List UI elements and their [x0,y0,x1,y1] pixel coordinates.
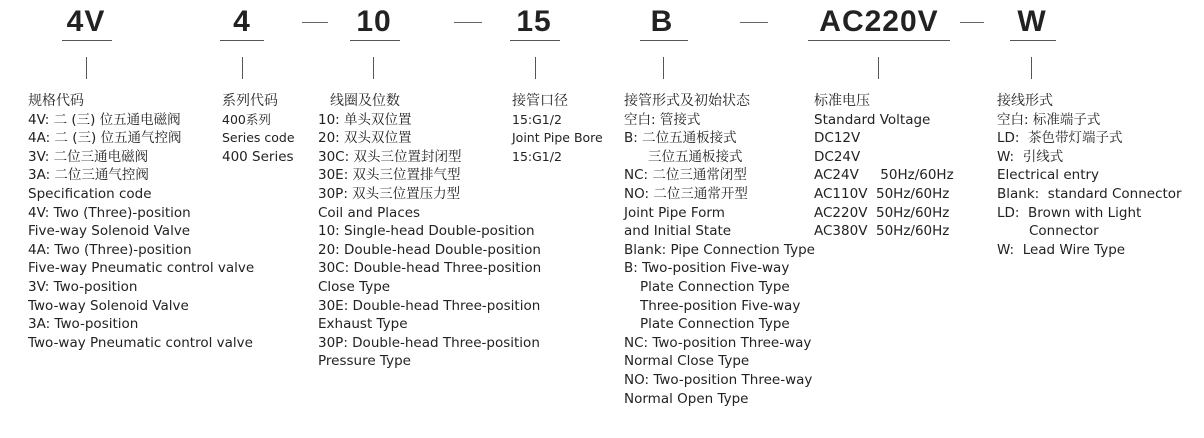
code-voltage: AC220V [819,5,939,38]
list-item: LD: 茶色带灯端子式 [997,130,1123,147]
list-item: Electrical entry [997,167,1100,184]
list-item: Close Type [318,278,391,295]
list-item: 30C: 双头三位置封闭型 [318,148,462,165]
list-item: LD: Brown with Light [997,204,1142,221]
list-item: NC: 二位三通常闭型 [624,167,747,184]
list-item: AC110V 50Hz/60Hz [814,185,950,202]
list-item: NC: Two-position Three-way [624,334,812,351]
dash-separator [960,22,984,23]
code-series-type: 4V [66,5,106,38]
dash-separator [302,22,328,23]
list-item: 15:G1/2 [512,111,562,127]
list-item: NO: 二位三通常开型 [624,185,748,202]
list-item: and Initial State [624,223,732,240]
underline [350,40,400,41]
list-item: Plate Connection Type [640,316,790,333]
list-item: AC24V 50Hz/60Hz [814,167,954,184]
list-item: 10: Single-head Double-position [318,223,535,240]
list-item: 4V: 二 (三) 位五通电磁阀 [28,111,181,128]
list-item: Normal Open Type [624,390,749,407]
list-item: Joint Pipe Bore [512,130,603,146]
list-item: Blank: standard Connector [997,185,1182,202]
list-item: 400 Series [222,148,294,165]
underline [640,40,688,41]
column-heading: 接管形式及初始状态 [624,93,750,109]
code-pipe-form: B [650,5,674,38]
connector-line [663,57,664,79]
list-item: 3A: Two-position [28,316,139,333]
list-item: 20: 双头双位置 [318,130,412,147]
list-item: 30P: 双头三位置压力型 [318,185,461,202]
underline [510,40,560,41]
coil-places-column [318,92,541,371]
column-heading: 接管口径 [512,93,568,109]
list-item: 4A: 二 (三) 位五通气控阀 [28,130,182,147]
list-item: 3A: 二位三通气控阀 [28,167,149,184]
list-item: 400系列 [222,111,271,127]
connector-line [242,57,243,79]
list-item: Two-way Solenoid Valve [28,297,189,314]
underline [62,40,112,41]
list-item: Plate Connection Type [640,278,790,295]
list-item: 15:G1/2 [512,148,562,164]
list-item: 三位五通板接式 [648,148,743,165]
list-item: Specification code [28,185,152,202]
list-item: 30E: 双头三位置排气型 [318,167,461,184]
voltage-column [814,92,954,241]
list-item: AC380V 50Hz/60Hz [814,223,950,240]
column-heading: 标准电压 [814,93,870,109]
list-item: 4V: Two (Three)-position [28,204,191,221]
list-item: Exhaust Type [318,316,408,333]
underline [808,40,950,41]
connector-line [1031,57,1032,79]
list-item: DC12V [814,130,861,147]
list-item: Normal Close Type [624,353,750,370]
connector-line [373,57,374,79]
list-item: B: 二位五通板接式 [624,130,737,147]
list-item: Connector [1029,223,1099,240]
list-item: 3V: Two-position [28,278,138,295]
list-item: Joint Pipe Form [624,204,725,221]
list-item: 4A: Two (Three)-position [28,241,192,258]
dash-separator [740,22,768,23]
series-code-column [222,92,295,166]
list-item: Series code [222,130,295,146]
list-item: 20: Double-head Double-position [318,241,541,258]
pipe-bore-column [512,92,603,166]
list-item: AC220V 50Hz/60Hz [814,204,950,221]
list-item: Five-way Pneumatic control valve [28,260,255,277]
list-item: B: Two-position Five-way [624,260,790,277]
code-wiring: W [1017,5,1047,38]
connector-line [878,57,879,79]
connector-line [535,57,536,79]
code-pipe: 15 [516,5,552,38]
list-item: 空白: 管接式 [624,111,701,128]
list-item: 30P: Double-head Three-position [318,334,540,351]
list-item: Two-way Pneumatic control valve [28,334,253,351]
wiring-column [997,92,1182,259]
list-item: Blank: Pipe Connection Type [624,241,815,258]
list-item: 空白: 标准端子式 [997,111,1101,128]
list-item: 30E: Double-head Three-position [318,297,541,314]
column-heading: 规格代码 [28,93,84,109]
code-series: 4 [233,5,251,38]
list-item: 3V: 二位三通电磁阀 [28,148,149,165]
column-heading: 接线形式 [997,93,1053,109]
list-item: W: 引线式 [997,148,1064,165]
pipe-form-column [624,92,815,408]
list-item: Pressure Type [318,353,411,370]
connector-line [86,57,87,79]
list-item: DC24V [814,148,861,165]
list-item: NO: Two-position Three-way [624,371,813,388]
list-item: Coil and Places [318,204,421,221]
column-heading: 系列代码 [222,93,278,109]
underline [220,40,264,41]
column-heading: 线圈及位数 [330,93,400,109]
dash-separator [454,22,482,23]
code-coil: 10 [356,5,392,38]
list-item: 30C: Double-head Three-position [318,260,542,277]
spec-code-column [28,92,254,352]
list-item: Standard Voltage [814,111,931,128]
list-item: Three-position Five-way [640,297,801,314]
list-item: 10: 单头双位置 [318,111,412,128]
list-item: W: Lead Wire Type [997,241,1126,258]
list-item: Five-way Solenoid Valve [28,223,191,240]
underline [1010,40,1056,41]
